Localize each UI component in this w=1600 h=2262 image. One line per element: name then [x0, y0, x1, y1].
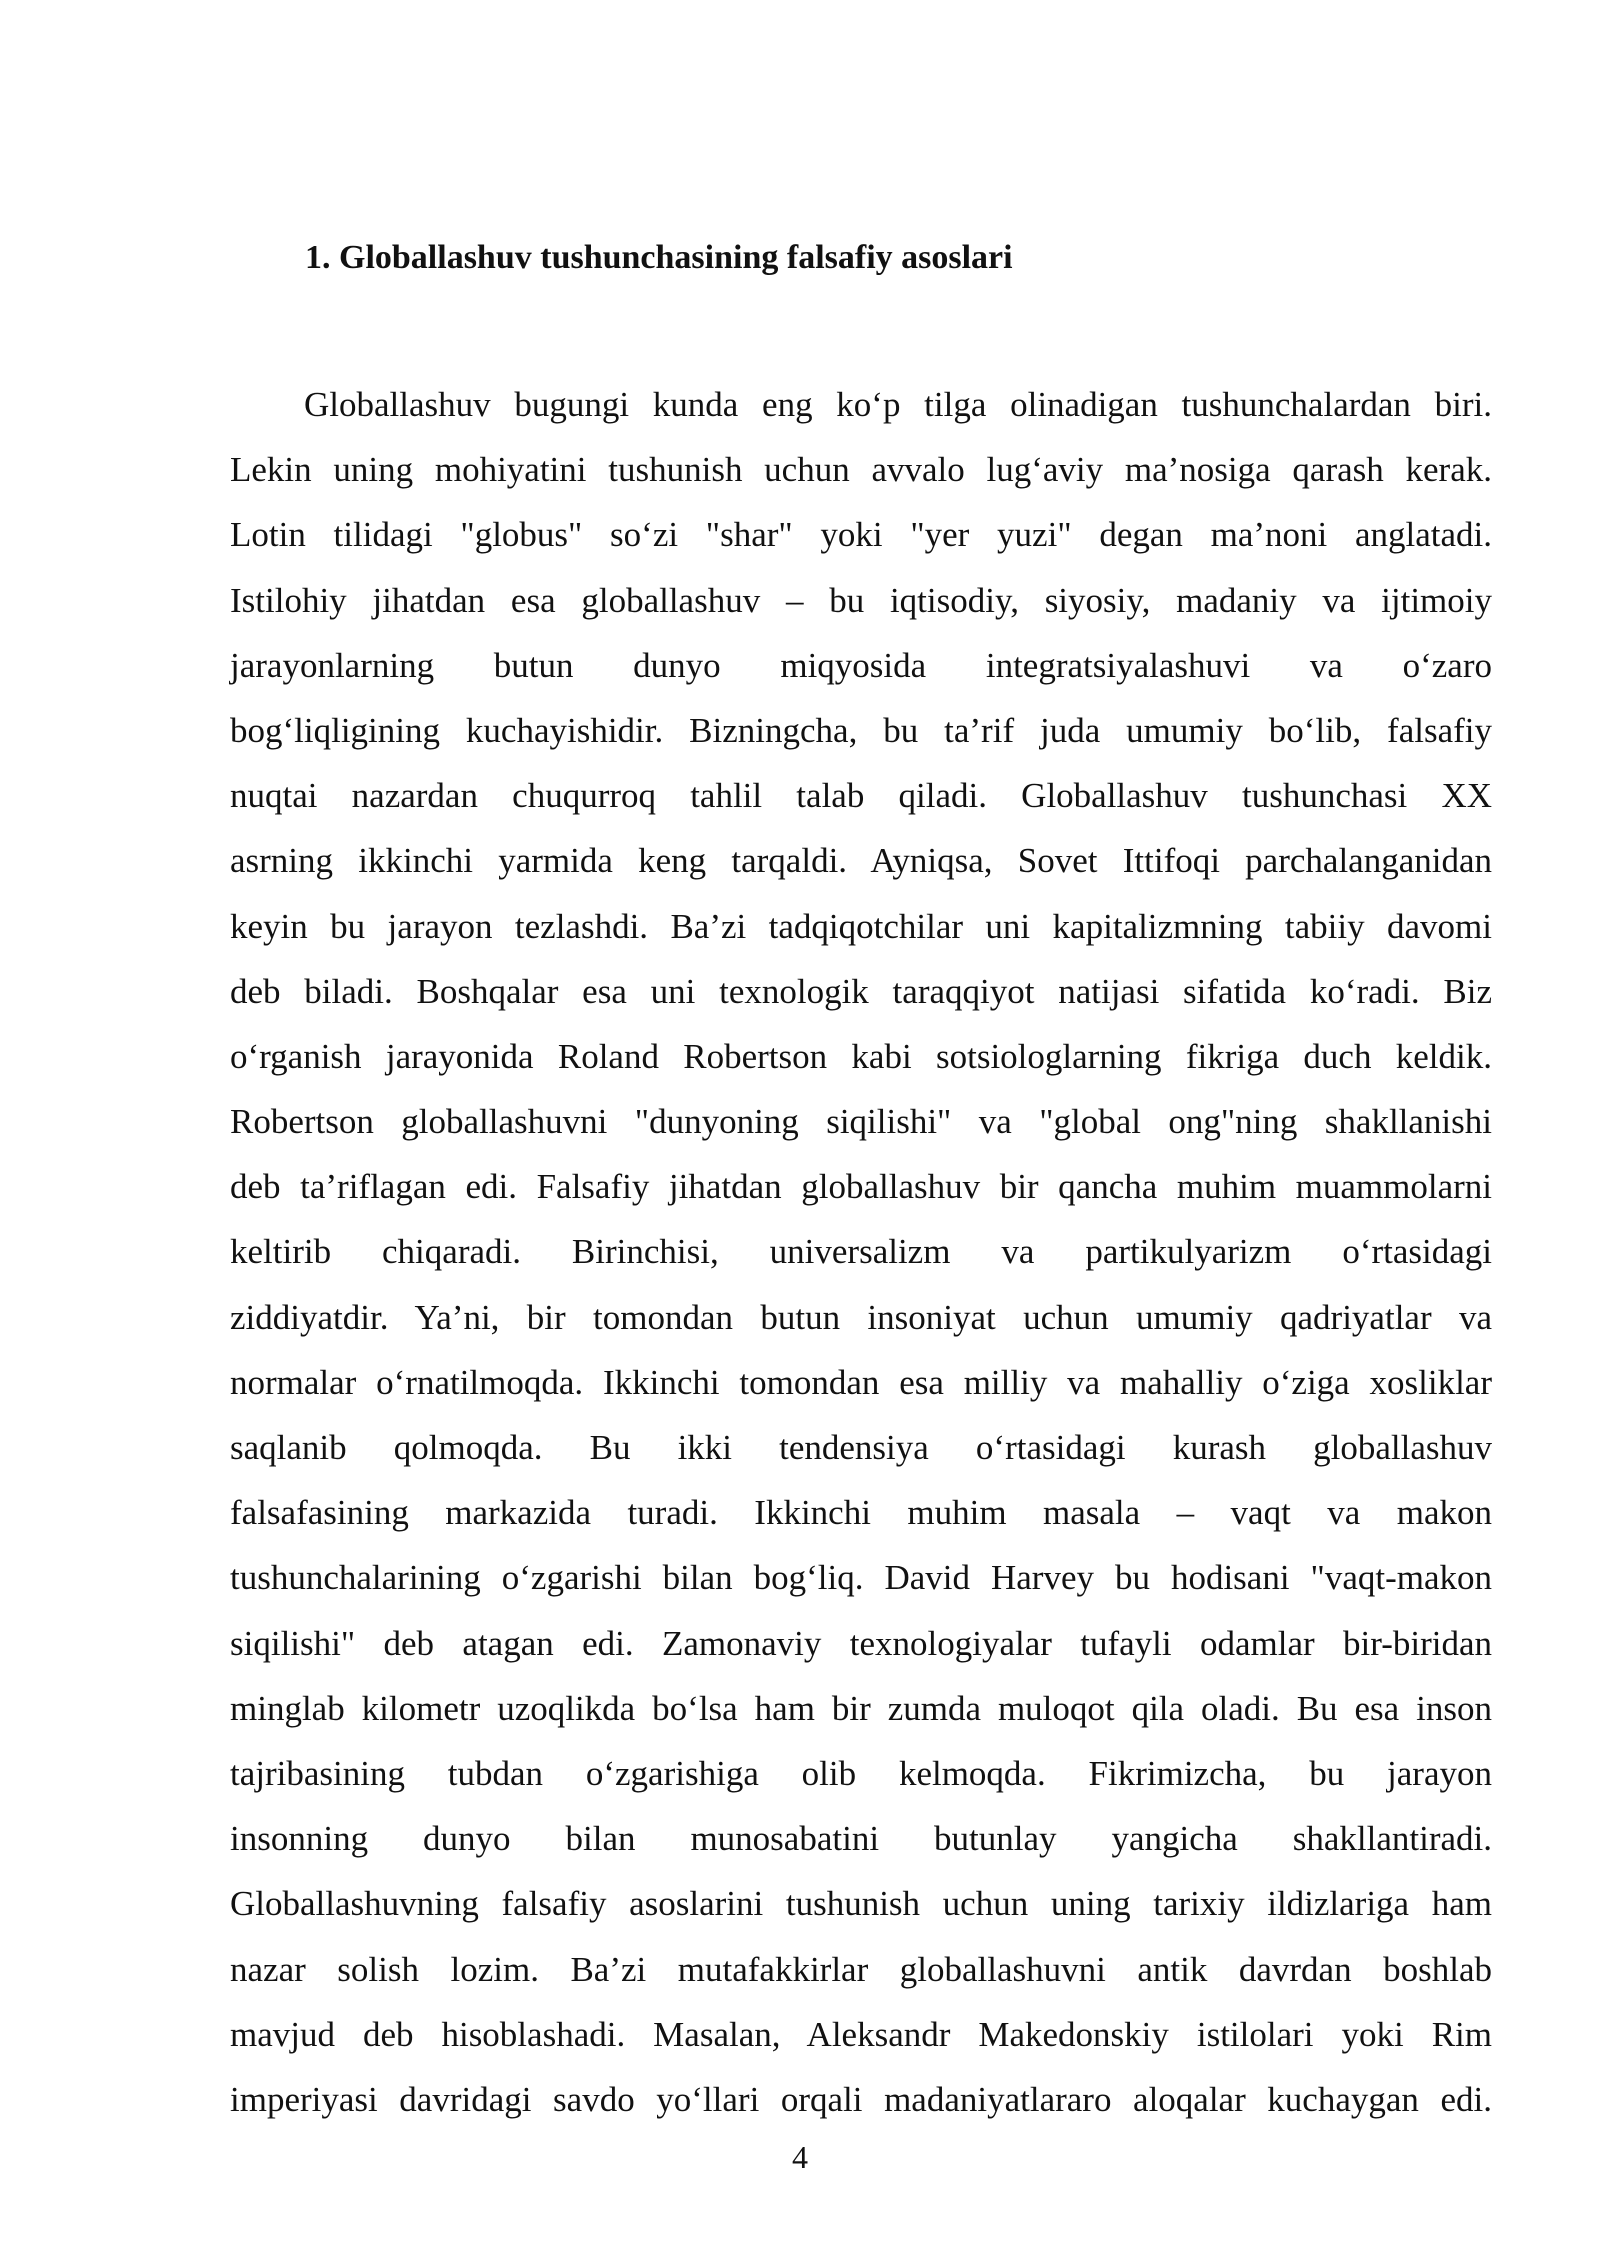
- text-line: o‘rganish jarayonida Roland Robertson kabi sotsiologlarning fikriga duch keldik.: [230, 1036, 1492, 1076]
- text-line: Lotin tilidagi "globus" so‘zi "shar" yoki "yer yuzi" degan ma’noni anglatadi.: [230, 515, 1492, 555]
- text-line: falsafasining markazida turadi. Ikkinchi muhim masala – vaqt va makon: [230, 1493, 1492, 1533]
- text-line: deb ta’riflagan edi. Falsafiy jihatdan globallashuv bir qancha muhim muammolarni: [230, 1167, 1492, 1207]
- text-line: tajribasining tubdan o‘zgarishiga olib kelmoqda. Fikrimizcha, bu jarayon: [230, 1753, 1492, 1793]
- text-line: deb biladi. Boshqalar esa uni texnologik taraqqiyot natijasi sifatida ko‘radi. Biz: [230, 971, 1492, 1011]
- text-line: normalar o‘rnatilmoqda. Ikkinchi tomondan esa milliy va mahalliy o‘ziga xosliklar: [230, 1362, 1492, 1402]
- text-line: tushunchalarining o‘zgarishi bilan bog‘liq. David Harvey bu hodisani "vaqt-makon: [230, 1558, 1492, 1598]
- text-line: nazar solish lozim. Ba’zi mutafakkirlar globallashuvni antik davrdan boshlab: [230, 1949, 1492, 1989]
- text-line: Globallashuv bugungi kunda eng ko‘p tilga olinadigan tushunchalardan biri.: [304, 385, 1492, 424]
- body-paragraph: [230, 378, 1492, 2138]
- text-line: ziddiyatdir. Ya’ni, bir tomondan butun insoniyat uchun umumiy qadriyatlar va: [230, 1297, 1492, 1337]
- section-heading: 1. Globallashuv tushunchasining falsafiy asoslari: [305, 239, 1013, 276]
- text-line: keltirib chiqaradi. Birinchisi, universalizm va partikulyarizm o‘rtasidagi: [230, 1232, 1492, 1272]
- text-line: Robertson globallashuvni "dunyoning siqilishi" va "global ong"ning shakllanishi: [230, 1102, 1492, 1142]
- text-line: Lekin uning mohiyatini tushunish uchun avvalo lug‘aviy ma’nosiga qarash kerak.: [230, 450, 1492, 490]
- text-line: keyin bu jarayon tezlashdi. Ba’zi tadqiqotchilar uni kapitalizmning tabiiy davomi: [230, 906, 1492, 946]
- text-line: Istilohiy jihatdan esa globallashuv – bu iqtisodiy, siyosiy, madaniy va ijtimoiy: [230, 580, 1492, 620]
- text-line: nuqtai nazardan chuqurroq tahlil talab qiladi. Globallashuv tushunchasi XX: [230, 776, 1492, 816]
- text-line: mavjud deb hisoblashadi. Masalan, Aleksandr Makedonskiy istilolari yoki Rim: [230, 2014, 1492, 2054]
- text-line: minglab kilometr uzoqlikda bo‘lsa ham bir zumda muloqot qila oladi. Bu esa inson: [230, 1688, 1492, 1728]
- text-line: insonning dunyo bilan munosabatini butunlay yangicha shakllantiradi.: [230, 1819, 1492, 1859]
- text-line: siqilishi" deb atagan edi. Zamonaviy texnologiyalar tufayli odamlar bir-biridan: [230, 1623, 1492, 1663]
- text-line: Globallashuvning falsafiy asoslarini tushunish uchun uning tarixiy ildizlariga ham: [230, 1884, 1492, 1924]
- text-line: jarayonlarning butun dunyo miqyosida integratsiyalashuvi va o‘zaro: [230, 645, 1492, 685]
- text-line: asrning ikkinchi yarmida keng tarqaldi. Ayniqsa, Sovet Ittifoqi parchalanganidan: [230, 841, 1492, 881]
- page-number: 4: [792, 2139, 808, 2175]
- text-line: bog‘liqligining kuchayishidir. Bizningcha, bu ta’rif juda umumiy bo‘lib, falsafiy: [230, 710, 1492, 750]
- text-line: saqlanib qolmoqda. Bu ikki tendensiya o‘rtasidagi kurash globallashuv: [230, 1428, 1492, 1467]
- text-line: imperiyasi davridagi savdo yo‘llari orqali madaniyatlararo aloqalar kuchaygan edi.: [230, 2079, 1492, 2119]
